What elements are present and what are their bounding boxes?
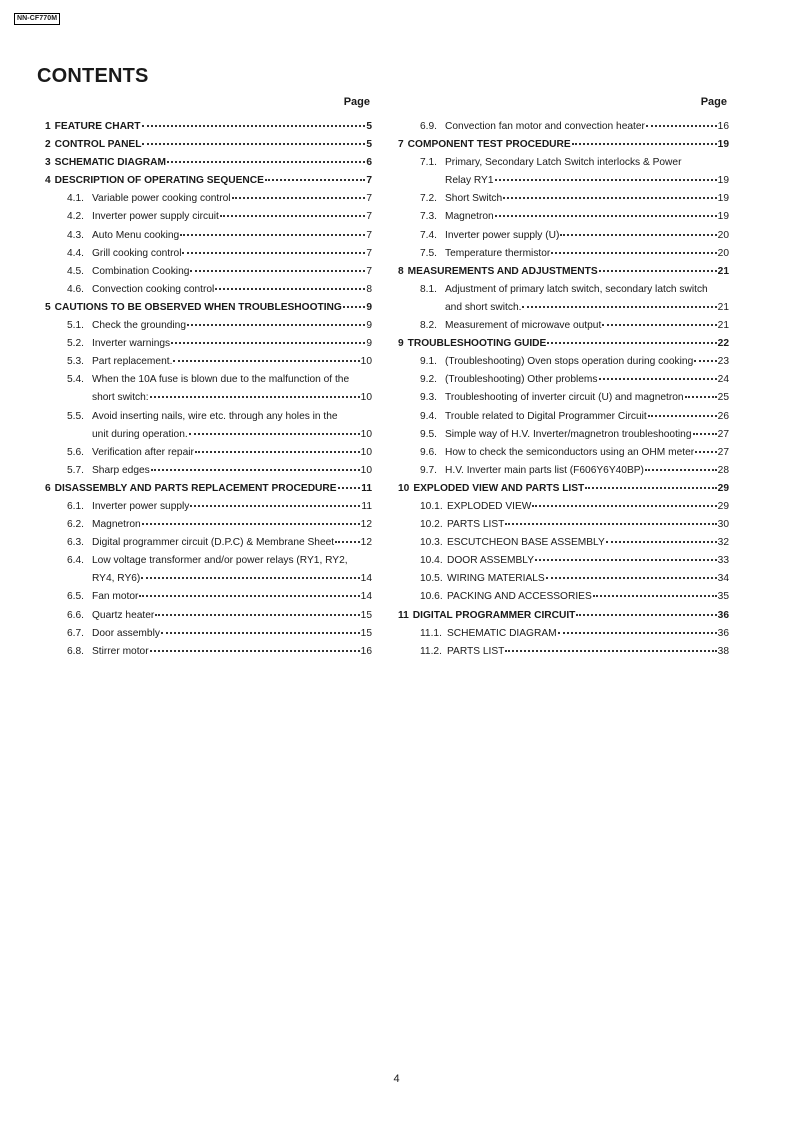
toc-column-right	[398, 96, 729, 661]
toc-entry-title: Adjustment of primary latch switch, secondary latch switch	[445, 283, 708, 295]
dot-leader	[141, 577, 359, 579]
toc-entry[interactable]	[45, 534, 372, 552]
toc-entry-number: 11	[398, 609, 409, 621]
toc-entry-number: 10.4.	[420, 555, 443, 567]
dot-leader	[265, 179, 365, 181]
toc-entry-page: 32	[717, 537, 729, 549]
toc-entry-title: Short Switch	[445, 193, 503, 205]
toc-entry[interactable]	[45, 462, 372, 480]
toc-entry-title: Convection cooking control	[92, 283, 215, 295]
toc-entry-page: 7	[366, 265, 372, 277]
toc-entry-number: 10.2.	[420, 519, 443, 531]
toc-entry-title: How to check the semiconductors using an OHM meter	[445, 446, 695, 458]
toc-entry-page: 5	[366, 121, 372, 132]
dot-leader	[232, 197, 366, 199]
toc-entry-number: 9.5.	[420, 428, 437, 440]
toc-entry-number: 9	[398, 338, 404, 350]
toc-entry-title: When the 10A fuse is blown due to the malfunction of the	[92, 374, 350, 386]
toc-entry-number: 4.5.	[67, 265, 84, 277]
toc-entry[interactable]	[45, 136, 372, 154]
dot-leader	[182, 252, 365, 254]
toc-entry-number: 5.2.	[67, 338, 84, 350]
dot-leader	[343, 306, 366, 308]
toc-entry-title: WIRING MATERIALS	[447, 573, 545, 585]
toc-entry-page: 34	[717, 573, 729, 585]
toc-entry-page: 19	[717, 211, 729, 223]
dot-leader	[602, 324, 716, 326]
toc-entry-number: 5.3.	[67, 356, 84, 368]
toc-entry-title: CONTROL PANEL	[54, 139, 142, 151]
toc-entry-page: 7	[366, 193, 372, 205]
toc-entry-title: Inverter power supply circuit	[92, 211, 219, 223]
dot-leader	[646, 125, 717, 127]
toc-entry-page: 38	[717, 645, 729, 657]
toc-entry[interactable]	[45, 588, 372, 606]
dot-leader	[599, 270, 717, 272]
dot-leader	[551, 252, 716, 254]
toc-entry-number: 4	[45, 175, 51, 187]
dot-leader	[142, 143, 365, 145]
toc-entry-number: 7.1.	[420, 157, 437, 169]
toc-entry[interactable]	[398, 498, 729, 516]
toc-entry-page: 36	[717, 627, 729, 639]
dot-leader	[161, 632, 360, 634]
toc-entry-page: 7	[366, 229, 372, 241]
toc-entry-page: 20	[717, 247, 729, 259]
dot-leader	[155, 614, 359, 616]
contents-title: CONTENTS	[37, 65, 149, 87]
toc-entry[interactable]	[398, 353, 729, 371]
dot-leader	[648, 415, 717, 417]
toc-entry-title: Trouble related to Digital Programmer Circuit	[445, 410, 647, 422]
toc-entry-page: 11	[361, 482, 372, 494]
toc-entry-title: CAUTIONS TO BE OBSERVED WHEN TROUBLESHOOTING	[54, 301, 342, 313]
toc-entry-number: 10	[398, 482, 410, 494]
toc-entry-page: 5	[366, 139, 372, 151]
toc-entry[interactable]	[45, 643, 372, 661]
toc-entry-number: 4.1.	[67, 193, 84, 205]
dot-leader	[576, 614, 716, 616]
toc-entry-page: 21	[717, 320, 729, 332]
dot-leader	[645, 469, 717, 471]
toc-entry[interactable]	[398, 263, 729, 281]
toc-entry-number: 4.6.	[67, 283, 84, 295]
toc-entry[interactable]	[45, 408, 372, 444]
toc-entry-page: 10	[360, 446, 372, 458]
toc-entry[interactable]	[398, 154, 729, 190]
toc-column-left	[45, 96, 372, 661]
dot-leader	[180, 234, 365, 236]
toc-entry-title: Combination Cooking	[92, 265, 190, 277]
toc-entry-number: 10.5.	[420, 573, 443, 585]
toc-entry-number: 5.7.	[67, 464, 84, 476]
toc-entry[interactable]	[398, 625, 729, 643]
dot-leader	[505, 650, 716, 652]
toc-entry-number: 11.1.	[420, 627, 442, 639]
toc-entry[interactable]	[398, 480, 729, 498]
toc-entry-number: 7.4.	[420, 229, 437, 241]
toc-entry-page: 20	[717, 229, 729, 241]
dot-leader	[505, 523, 716, 525]
toc-entry[interactable]	[45, 281, 372, 299]
toc-entry-title: PACKING AND ACCESSORIES	[447, 591, 592, 603]
toc-entry-page: 36	[717, 609, 729, 621]
toc-entry[interactable]	[45, 480, 372, 498]
toc-entry-title-continued: Relay RY1	[445, 175, 494, 187]
toc-entry-number: 6.3.	[67, 537, 84, 549]
toc-entry-title: DESCRIPTION OF OPERATING SEQUENCE	[54, 175, 264, 187]
dot-leader	[195, 451, 360, 453]
toc-entry-page: 12	[360, 519, 372, 531]
toc-entry-page: 10	[360, 464, 372, 476]
toc-entry-page: 9	[366, 301, 372, 313]
toc-entry-title: Avoid inserting nails, wire etc. through any holes in the	[92, 410, 338, 422]
toc-entry-title: Variable power cooking control	[92, 193, 231, 205]
dot-leader	[606, 541, 717, 543]
toc-entry[interactable]	[45, 552, 372, 588]
toc-entry-number: 9.6.	[420, 446, 437, 458]
toc-entry-number: 6	[45, 482, 51, 494]
toc-entry-title: Fan motor	[92, 591, 139, 603]
toc-entry-page: 27	[717, 446, 729, 458]
toc-entry-page: 10	[360, 392, 372, 404]
toc-entry-title: FEATURE CHART	[54, 121, 141, 132]
dot-leader	[695, 451, 717, 453]
dot-leader	[215, 288, 365, 290]
toc-entry[interactable]	[398, 281, 729, 317]
toc-entry[interactable]	[45, 208, 372, 226]
toc-entry-title: Inverter power supply (U)	[445, 229, 560, 241]
toc-entry-title: DIGITAL PROGRAMMER CIRCUIT	[412, 609, 576, 621]
toc-entry-title: Measurement of microwave output	[445, 320, 602, 332]
toc-entry-page: 14	[360, 573, 372, 585]
toc-entry-number: 8.1.	[420, 283, 437, 295]
toc-entry-page: 9	[366, 338, 372, 350]
toc-entry-number: 4.4.	[67, 247, 84, 259]
toc-entry-page: 14	[360, 591, 372, 603]
page-column-header: Page	[700, 96, 727, 108]
model-number-tag: NN-CF770M	[14, 13, 60, 25]
toc-entry[interactable]	[45, 444, 372, 462]
dot-leader	[503, 197, 716, 199]
toc-entry-page: 7	[366, 175, 372, 187]
toc-entry-title: Temperature thermistor	[445, 247, 551, 259]
toc-entry[interactable]	[45, 498, 372, 516]
dot-leader	[558, 632, 717, 634]
dot-leader	[585, 487, 716, 489]
dot-leader	[572, 143, 717, 145]
toc-entry-page: 33	[717, 555, 729, 567]
dot-leader	[142, 125, 366, 127]
toc-entry-page: 21	[717, 301, 729, 313]
toc-entry-page: 29	[717, 500, 729, 512]
toc-entry-title: Verification after repair	[92, 446, 194, 458]
dot-leader	[338, 487, 361, 489]
toc-entry[interactable]	[45, 245, 372, 263]
toc-entry-number: 4.3.	[67, 229, 84, 241]
toc-entry-title: EXPLODED VIEW	[447, 500, 532, 512]
toc-entry-title: DOOR ASSEMBLY	[447, 555, 534, 567]
dot-leader	[190, 505, 360, 507]
toc-entry-page: 12	[360, 537, 372, 549]
toc-entry[interactable]	[398, 570, 729, 588]
page-number: 4	[393, 1073, 400, 1085]
toc-entry-number: 10.1.	[420, 500, 443, 512]
dot-leader	[190, 270, 365, 272]
toc-entry[interactable]	[45, 154, 372, 172]
toc-entry-title: H.V. Inverter main parts list (F606Y6Y40BP)	[445, 464, 644, 476]
toc-entry-number: 3	[45, 157, 51, 169]
toc-entry-title: Low voltage transformer and/or power relays (RY1, RY2,	[92, 555, 348, 567]
toc-entry-title: Stirrer motor	[92, 645, 149, 657]
toc-entry-number: 5.4.	[67, 374, 84, 386]
toc-entry[interactable]	[45, 172, 372, 190]
toc-entry-number: 9.7.	[420, 464, 437, 476]
toc-entry[interactable]	[398, 389, 729, 407]
toc-entry[interactable]	[398, 534, 729, 552]
toc-entry-page: 23	[717, 356, 729, 368]
toc-entry-title: PARTS LIST	[447, 519, 505, 531]
toc-entry[interactable]	[45, 263, 372, 281]
toc-entry-title: Sharp edges	[92, 464, 150, 476]
toc-entry-page: 19	[717, 193, 729, 205]
toc-entry-title-continued: short switch:	[92, 392, 149, 404]
toc-entry[interactable]	[45, 118, 372, 136]
toc-entry-number: 9.4.	[420, 410, 437, 422]
dot-leader	[173, 360, 359, 362]
toc-entry-page: 15	[360, 609, 372, 621]
toc-entry-page: 16	[717, 121, 729, 132]
toc-entry-number: 6.4.	[67, 555, 84, 567]
toc-entry-page: 26	[717, 410, 729, 422]
toc-entry-title: Inverter warnings	[92, 338, 171, 350]
toc-entry-number: 1	[45, 121, 51, 132]
toc-entry[interactable]	[398, 136, 729, 154]
toc-entry-number: 7.2.	[420, 193, 437, 205]
dot-leader	[599, 378, 717, 380]
toc-entry-page: 35	[717, 591, 729, 603]
toc-entry[interactable]	[398, 607, 729, 625]
toc-entry-page: 24	[717, 374, 729, 386]
toc-entry-number: 6.1.	[67, 500, 84, 512]
toc-entry-title: Troubleshooting of inverter circuit (U) and magnetron	[445, 392, 684, 404]
toc-entry-number: 6.9.	[420, 121, 437, 132]
toc-entry-page: 19	[717, 175, 729, 187]
dot-leader	[139, 595, 359, 597]
toc-entry-number: 2	[45, 139, 51, 151]
dot-leader	[150, 650, 360, 652]
toc-entry-title: TROUBLESHOOTING GUIDE	[407, 338, 547, 350]
toc-entry[interactable]	[45, 371, 372, 407]
toc-entry-number: 6.6.	[67, 609, 84, 621]
toc-entry[interactable]	[398, 190, 729, 208]
toc-entry-title: Part replacement.	[92, 356, 173, 368]
dot-leader	[535, 559, 717, 561]
toc-entry[interactable]	[398, 245, 729, 263]
toc-entry-title: (Troubleshooting) Other problems	[445, 374, 598, 386]
toc-entry-number: 6.7.	[67, 627, 84, 639]
toc-entry-number: 10.6.	[420, 591, 443, 603]
dot-leader	[593, 595, 717, 597]
toc-entry[interactable]	[398, 335, 729, 353]
toc-entry-page: 8	[366, 283, 372, 295]
toc-entry[interactable]	[45, 353, 372, 371]
toc-entry-number: 7	[398, 139, 404, 151]
toc-entry-number: 5.1.	[67, 320, 84, 332]
toc-entry[interactable]	[398, 516, 729, 534]
toc-entry-number: 7.3.	[420, 211, 437, 223]
toc-entry-title: Magnetron	[445, 211, 494, 223]
toc-entry-title-continued: unit during operation.	[92, 428, 188, 440]
toc-entry-title: EXPLODED VIEW AND PARTS LIST	[413, 482, 585, 494]
toc-entry-page: 15	[360, 627, 372, 639]
toc-entry-page: 30	[717, 519, 729, 531]
toc-entry[interactable]	[45, 190, 372, 208]
toc-entry-title: Magnetron	[92, 519, 141, 531]
dot-leader	[522, 306, 716, 308]
dot-leader	[546, 577, 717, 579]
toc-entry[interactable]	[45, 335, 372, 353]
toc-entry-page: 7	[366, 211, 372, 223]
toc-entry-title: Simple way of H.V. Inverter/magnetron troubleshooting	[445, 428, 692, 440]
toc-entry-title: Inverter power supply	[92, 500, 190, 512]
toc-entry-page: 10	[360, 428, 372, 440]
dot-leader	[532, 505, 716, 507]
toc-entry-number: 9.3.	[420, 392, 437, 404]
toc-entry[interactable]	[45, 227, 372, 245]
dot-leader	[142, 523, 360, 525]
dot-leader	[495, 215, 717, 217]
dot-leader	[171, 342, 365, 344]
toc-entry-number: 8	[398, 265, 404, 277]
toc-entry[interactable]	[398, 444, 729, 462]
toc-entry[interactable]	[45, 299, 372, 317]
toc-entry-title: PARTS LIST	[447, 645, 505, 657]
dot-leader	[495, 179, 717, 181]
dot-leader	[685, 396, 717, 398]
toc-entry-title: Primary, Secondary Latch Switch interlocks & Power	[445, 157, 682, 169]
dot-leader	[150, 396, 360, 398]
toc-list-right	[398, 118, 729, 661]
dot-leader	[693, 433, 717, 435]
toc-entry-number: 5.5.	[67, 410, 84, 422]
toc-entry-number: 5.6.	[67, 446, 84, 458]
toc-entry-title: Convection fan motor and convection heater	[445, 121, 645, 132]
toc-entry[interactable]	[398, 227, 729, 245]
toc-entry-page: 10	[360, 356, 372, 368]
dot-leader	[151, 469, 360, 471]
toc-entry[interactable]	[398, 426, 729, 444]
toc-entry[interactable]	[398, 371, 729, 389]
toc-entry-title: COMPONENT TEST PROCEDURE	[407, 139, 571, 151]
toc-entry-page: 27	[717, 428, 729, 440]
dot-leader	[187, 324, 365, 326]
toc-entry-number: 5	[45, 301, 51, 313]
dot-leader	[220, 215, 366, 217]
toc-entry-title: MEASUREMENTS AND ADJUSTMENTS	[407, 265, 598, 277]
toc-entry-number: 6.8.	[67, 645, 84, 657]
toc-entry-title: Quartz heater	[92, 609, 155, 621]
dot-leader	[167, 161, 365, 163]
toc-entry-number: 6.2.	[67, 519, 84, 531]
toc-entry[interactable]	[398, 118, 729, 136]
toc-entry-title: SCHEMATIC DIAGRAM	[54, 157, 166, 169]
toc-entry-title: SCHEMATIC DIAGRAM	[447, 627, 557, 639]
toc-entry-page: 19	[717, 139, 729, 151]
toc-entry[interactable]	[398, 462, 729, 480]
toc-entry-number: 10.3.	[420, 537, 443, 549]
toc-entry-page: 16	[360, 645, 372, 657]
toc-entry[interactable]	[398, 643, 729, 661]
toc-list-left	[45, 118, 372, 661]
toc-entry[interactable]	[398, 588, 729, 606]
toc-entry-page: 29	[717, 482, 729, 494]
toc-entry-title: Check the grounding	[92, 320, 187, 332]
toc-entry[interactable]	[398, 208, 729, 226]
toc-entry-title-continued: RY4, RY6)	[92, 573, 141, 585]
toc-entry[interactable]	[398, 408, 729, 426]
dot-leader	[335, 541, 360, 543]
toc-entry-number: 8.2.	[420, 320, 437, 332]
dot-leader	[547, 342, 716, 344]
toc-entry-title: DISASSEMBLY AND PARTS REPLACEMENT PROCEDURE	[54, 482, 337, 494]
toc-entry-page: 28	[717, 464, 729, 476]
toc-entry-number: 6.5.	[67, 591, 84, 603]
toc-entry-page: 9	[366, 320, 372, 332]
toc-entry-page: 21	[717, 265, 729, 277]
toc-entry[interactable]	[45, 516, 372, 534]
toc-entry-title-continued: and short switch.	[445, 301, 522, 313]
toc-entry[interactable]	[45, 607, 372, 625]
dot-leader	[560, 234, 716, 236]
toc-entry-title: Door assembly	[92, 627, 160, 639]
toc-entry-number: 4.2.	[67, 211, 84, 223]
toc-entry-number: 9.2.	[420, 374, 437, 386]
toc-entry[interactable]	[45, 317, 372, 335]
dot-leader	[694, 360, 716, 362]
toc-entry-title: ESCUTCHEON BASE ASSEMBLY	[447, 537, 605, 549]
toc-entry-title: Digital programmer circuit (D.P.C) & Membrane Sheet	[92, 537, 335, 549]
page-column-header: Page	[343, 96, 370, 108]
toc-entry[interactable]	[398, 552, 729, 570]
toc-entry-title: Grill cooking control	[92, 247, 182, 259]
toc-entry-number: 9.1.	[420, 356, 437, 368]
toc-entry-page: 25	[717, 392, 729, 404]
toc-entry[interactable]	[398, 317, 729, 335]
toc-entry-title: (Troubleshooting) Oven stops operation during cooking	[445, 356, 694, 368]
toc-entry-page: 22	[717, 338, 729, 350]
toc-entry-page: 11	[361, 500, 372, 512]
toc-entry-page: 7	[366, 247, 372, 259]
toc-entry[interactable]	[45, 625, 372, 643]
toc-entry-title: Auto Menu cooking	[92, 229, 180, 241]
toc-entry-number: 7.5.	[420, 247, 437, 259]
dot-leader	[189, 433, 360, 435]
toc-entry-number: 11.2.	[420, 645, 442, 657]
toc-entry-page: 6	[366, 157, 372, 169]
